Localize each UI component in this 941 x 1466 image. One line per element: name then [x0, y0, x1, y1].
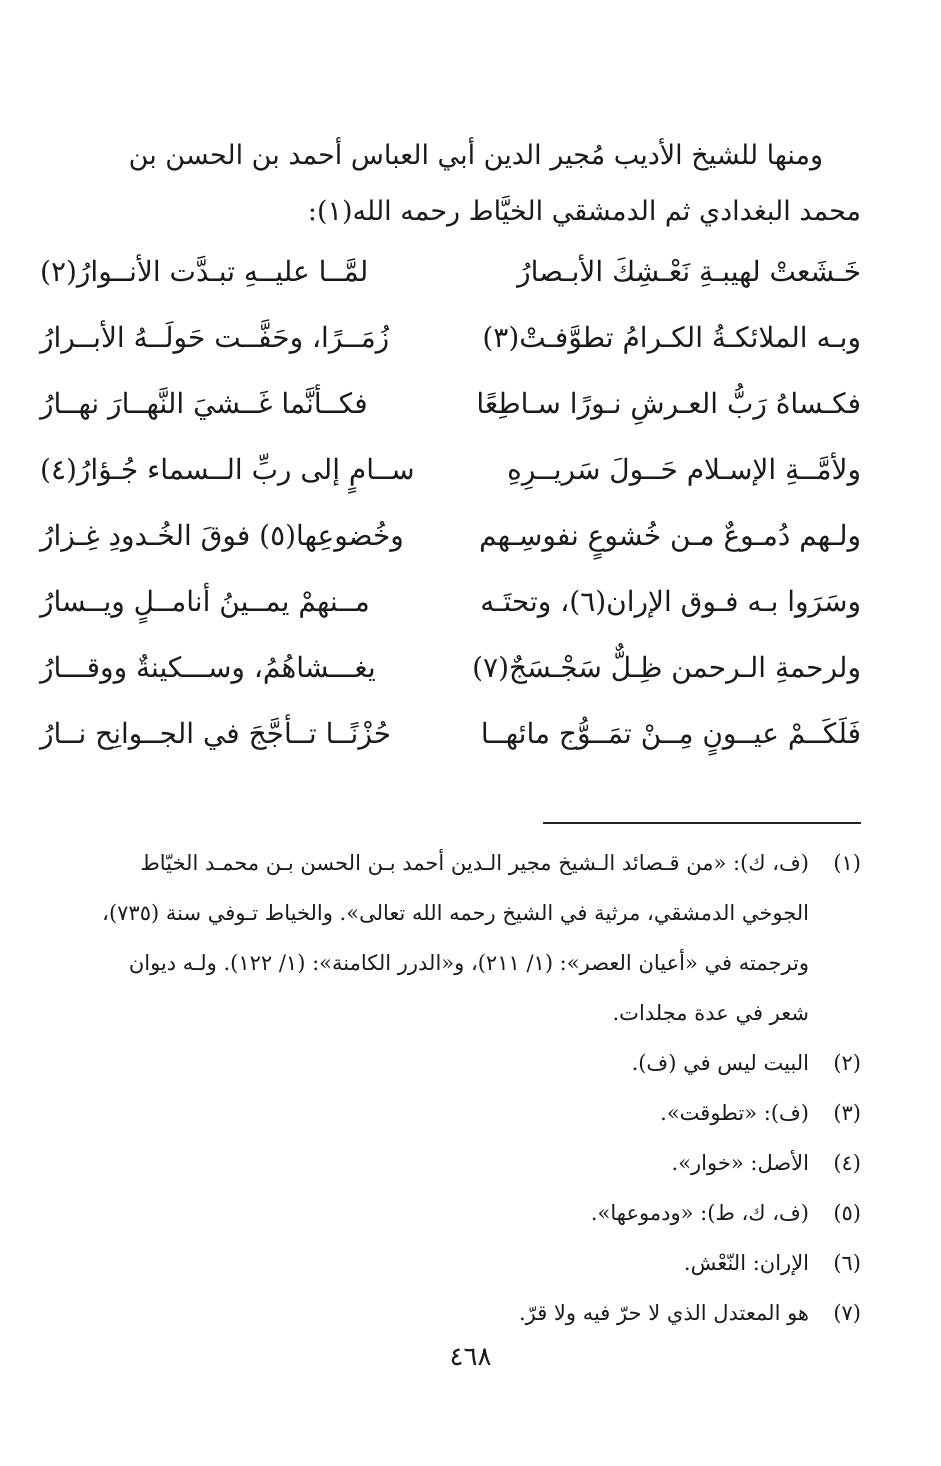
footnote-line: شعر في عدة مجلدات. [612, 1001, 809, 1025]
footnote-line: (ف، ك، ط): «ودموعها». [590, 1201, 809, 1225]
footnote [40, 838, 861, 1038]
verse-first-hemistich: فكـساهُ رَبُّ العـرشِ نـورًا سـاطِعًا [476, 386, 861, 420]
verse-first-hemistich: وسَرَوا بـه فـوق الإران(٦)، وتحتَـه [480, 584, 861, 618]
footnote-text [40, 838, 809, 1038]
footnote [40, 1238, 861, 1288]
verse [40, 502, 861, 568]
intro-paragraph [40, 128, 861, 240]
verse [40, 370, 861, 436]
footnote-number: (٧) [833, 1301, 861, 1325]
footnote-line: هو المعتدل الذي لا حرّ فيه ولا قرّ. [518, 1301, 809, 1325]
footnote-line: (ف): «تطوقت». [660, 1101, 809, 1125]
footnote-text [40, 1038, 809, 1088]
footnote-number: (٣) [833, 1101, 861, 1125]
footnote-line: وترجمته في «أعيان العصر»: (١/ ٢١١)، و«الدرر الكامنة»: (١/ ١٢٢). ولـه ديوان [128, 951, 809, 975]
footnote [40, 1038, 861, 1088]
verse-first-hemistich: فَلَكَــمْ عيــونٍ مِــنْ تمَــوُّج مائهــا [480, 716, 861, 750]
footnote-number: (٦) [833, 1251, 861, 1275]
verse [40, 436, 861, 502]
verse-second-hemistich: لمَّــا عليــهِ تبـدَّت الأنــوارُ(٢) [40, 254, 369, 288]
footnote-line: (ف، ك): «من قـصائد الـشيخ مجير الـدين أحمد بـن الحسن بـن محمـد الخيّاط [140, 851, 809, 875]
verse-first-hemistich: ولأمَّــةِ الإسـلام حَــولَ سَريــرِهِ [507, 452, 861, 486]
footnote-line: الإران: النّعْش. [683, 1251, 809, 1275]
footnote-number: (٤) [833, 1151, 861, 1175]
footnote-number: (١) [833, 851, 861, 875]
verse-first-hemistich: ولـهم دُمـوعٌ مـن خُشوعٍ نفوسِـهم [479, 518, 861, 552]
footnote [40, 1288, 861, 1338]
footnote-text [40, 1238, 809, 1288]
verse-second-hemistich: يغـــشاهُمُ، وســـكينةٌ ووقـــارُ [40, 650, 376, 684]
verse-second-hemistich: مــنهمْ يمــينُ أنامــلٍ ويــسارُ [40, 584, 370, 618]
verse [40, 700, 861, 766]
verse-second-hemistich: زُمَــرًا، وحَفَّــت حَولَــهُ الأبــرارُ [40, 320, 390, 354]
poem [40, 238, 861, 766]
footnote [40, 1138, 861, 1188]
verse-first-hemistich: ولرحمةِ الـرحمن ظِـلٌّ سَجْـسَجٌ(٧) [472, 650, 861, 684]
page-number: ٤٦٨ [449, 1342, 492, 1372]
verse-first-hemistich: وبـه الملائكـةُ الكـرامُ تطوَّفـتْ(٣) [482, 320, 861, 354]
verse-second-hemistich: ســامٍ إلى ربِّ الــسماء جُـؤارُ(٤) [40, 452, 415, 486]
footnote-text [40, 1088, 809, 1138]
verse-second-hemistich: حُزْنًــا تــأجَّجَ في الجــوانِح نــارُ [40, 716, 392, 750]
verse-second-hemistich: وخُضوعِها(٥) فوقَ الخُـدودِ غِـزارُ [40, 518, 404, 552]
footnote-text [40, 1288, 809, 1338]
verse-first-hemistich: خَـشَعتْ لهيبـةِ نَعْـشِكَ الأبـصارُ [517, 254, 861, 288]
footnote [40, 1188, 861, 1238]
verse [40, 568, 861, 634]
footnote-line: البيت ليس في (ف). [631, 1051, 809, 1075]
footnote-text [40, 1138, 809, 1188]
footnotes [40, 838, 861, 1338]
footnote-divider [543, 822, 861, 824]
verse-second-hemistich: فكــأنَّما غَــشيَ النَّهــارَ نهــارُ [40, 386, 368, 420]
verse [40, 238, 861, 304]
footnote-line: الأصل: «خوار». [671, 1151, 809, 1175]
verse [40, 634, 861, 700]
footnote [40, 1088, 861, 1138]
footnote-line: الجوخي الدمشقي، مرثية في الشيخ رحمه الله تعالى». والخياط تـوفي سنة (٧٣٥)، [102, 901, 809, 925]
footnote-text [40, 1188, 809, 1238]
footnote-number: (٢) [833, 1051, 861, 1075]
footnote-number: (٥) [833, 1201, 861, 1225]
intro-line: ومنها للشيخ الأديب مُجير الدين أبي العباس أحمد بن الحسن بن [128, 140, 823, 171]
intro-line: محمد البغدادي ثم الدمشقي الخيَّاط رحمه الله(١): [307, 196, 861, 227]
verse [40, 304, 861, 370]
